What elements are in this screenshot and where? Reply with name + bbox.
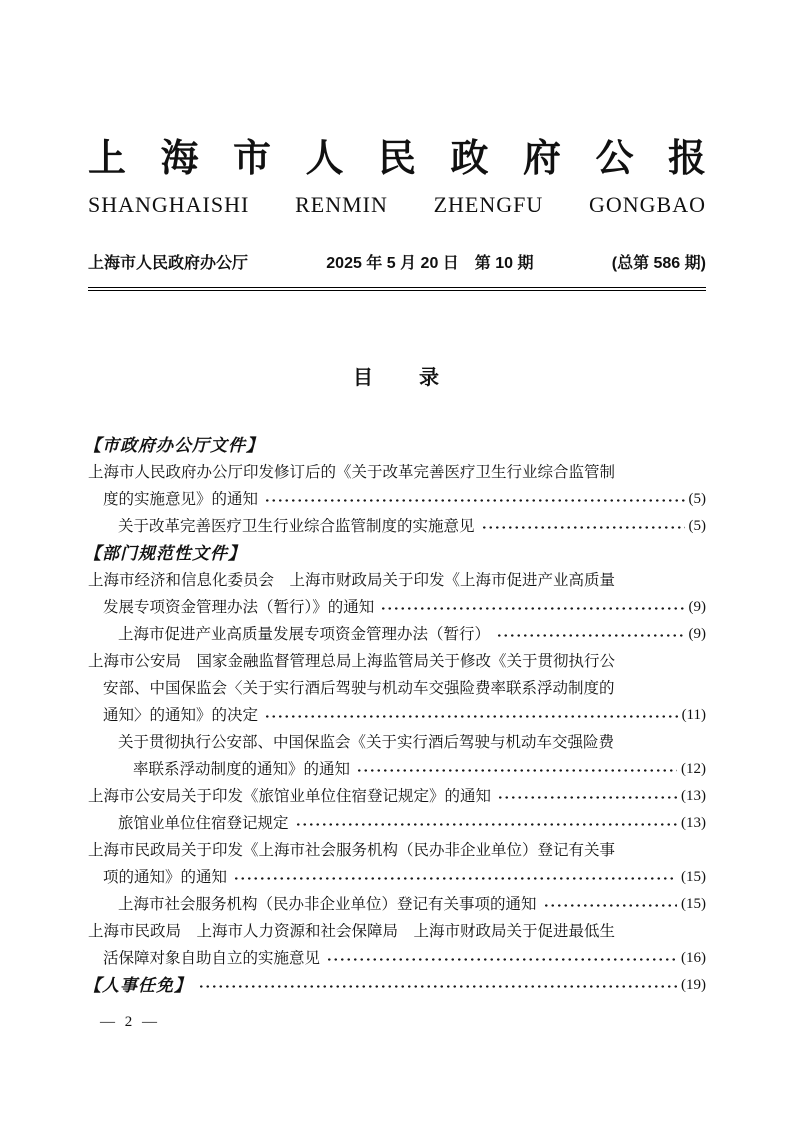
toc-entry-line	[88, 648, 706, 675]
issue-date-and-number: 2025 年 5 月 20 日 第 10 期	[326, 254, 534, 272]
toc-section-header	[84, 540, 706, 567]
toc-entry-text: 上海市民政局关于印发《上海市社会服务机构（民办非企业单位）登记有关事	[88, 842, 616, 860]
toc-entry-line	[88, 837, 706, 864]
toc-page-number: (13)	[681, 788, 706, 805]
toc-section-label: 【人事任免】	[84, 976, 192, 996]
toc-section-header	[84, 432, 706, 459]
dot-leader	[264, 498, 684, 503]
cumulative-issue-number: (总第 586 期)	[611, 254, 706, 272]
toc-subentry-line	[88, 756, 706, 783]
dot-leader	[543, 903, 677, 908]
toc-list	[84, 432, 706, 999]
toc-entry-line	[88, 945, 706, 972]
toc-entry-text: 安部、中国保监会〈关于实行酒后驾驶与机动车交强险费率联系浮动制度的	[103, 680, 615, 698]
toc-subentry-line	[88, 891, 706, 918]
toc-page-number: (9)	[688, 626, 706, 643]
masthead-double-rule	[88, 287, 706, 292]
toc-entry-line	[88, 459, 706, 486]
toc-page-number: (9)	[688, 599, 706, 616]
toc-subentry-line	[88, 810, 706, 837]
toc-entry-text: 关于改革完善医疗卫生行业综合监管制度的实施意见	[118, 518, 475, 536]
gazette-title: 上海市人民政府公报	[88, 138, 706, 180]
dot-leader	[264, 714, 678, 719]
toc-entry-line	[88, 783, 706, 810]
pinyin-word-shanghaishi: SHANGHAISHI	[88, 191, 250, 217]
dot-leader	[497, 795, 677, 800]
toc-page-number: (13)	[681, 815, 706, 832]
dot-leader	[481, 525, 685, 530]
toc-page-number: (5)	[688, 491, 706, 508]
page-number: — 2 —	[100, 1014, 160, 1030]
toc-entry-text: 上海市经济和信息化委员会 上海市财政局关于印发《上海市促进产业高质量	[88, 572, 616, 590]
toc-entry-line	[88, 567, 706, 594]
toc-entry-text: 上海市社会服务机构（民办非企业单位）登记有关事项的通知	[118, 896, 537, 914]
dot-leader	[380, 606, 684, 611]
toc-page-number: (19)	[681, 977, 706, 994]
toc-entry-text: 关于贯彻执行公安部、中国保监会《关于实行酒后驾驶与机动车交强险费	[118, 734, 615, 752]
toc-entry-text: 发展专项资金管理办法（暂行）》的通知	[103, 599, 375, 617]
toc-entry-text: 项的通知》的通知	[103, 869, 228, 887]
toc-entry-line	[88, 675, 706, 702]
dot-leader	[233, 876, 677, 881]
toc-main	[84, 361, 706, 999]
gazette-title-pinyin	[88, 192, 706, 218]
toc-entry-text: 旅馆业单位住宿登记规定	[118, 815, 289, 833]
toc-entry-line	[88, 864, 706, 891]
toc-entry-line	[88, 918, 706, 945]
dot-leader	[326, 957, 677, 962]
toc-entry-text: 上海市促进产业高质量发展专项资金管理办法（暂行）	[118, 626, 491, 644]
toc-entry-line	[88, 486, 706, 513]
toc-page-number: (11)	[681, 707, 706, 724]
toc-page-number: (15)	[681, 896, 706, 913]
toc-entry-text: 上海市公安局关于印发《旅馆业单位住宿登记规定》的通知	[88, 788, 492, 806]
toc-page-number: (12)	[681, 761, 706, 778]
toc-entry-text: 率联系浮动制度的通知》的通知	[133, 761, 351, 779]
dot-leader	[198, 984, 677, 989]
toc-entry-text: 上海市公安局 国家金融监督管理总局上海监管局关于修改《关于贯彻执行公	[88, 653, 616, 671]
pinyin-word-gongbao: GONGBAO	[589, 191, 706, 217]
issue-line	[88, 250, 706, 273]
toc-subentry-line	[88, 621, 706, 648]
toc-page-number: (5)	[688, 518, 706, 535]
toc-entry-text: 度的实施意见》的通知	[103, 491, 259, 509]
toc-entry-text: 活保障对象自助自立的实施意见	[103, 950, 321, 968]
dot-leader	[356, 768, 677, 773]
dot-leader	[295, 822, 677, 827]
toc-entry-text: 上海市人民政府办公厅印发修订后的《关于改革完善医疗卫生行业综合监管制	[88, 464, 616, 482]
pinyin-word-renmin: RENMIN	[295, 191, 388, 217]
publisher-name: 上海市人民政府办公厅	[88, 254, 249, 272]
toc-title: 目 录	[353, 367, 441, 390]
toc-subentry-line	[88, 513, 706, 540]
toc-page-number: (16)	[681, 950, 706, 967]
masthead	[88, 140, 706, 291]
toc-page-number: (15)	[681, 869, 706, 886]
toc-subentry-line	[88, 729, 706, 756]
toc-entry-line	[88, 702, 706, 729]
toc-section-header	[84, 972, 706, 999]
toc-section-label: 【部门规范性文件】	[84, 544, 246, 564]
pinyin-word-zhengfu: ZHENGFU	[433, 191, 544, 217]
dot-leader	[496, 633, 684, 638]
toc-entry-line	[88, 594, 706, 621]
toc-entry-text: 通知〉的通知》的决定	[103, 707, 259, 725]
toc-section-label: 【市政府办公厅文件】	[84, 436, 264, 456]
toc-entry-text: 上海市民政局 上海市人力资源和社会保障局 上海市财政局关于促进最低生	[88, 923, 616, 941]
